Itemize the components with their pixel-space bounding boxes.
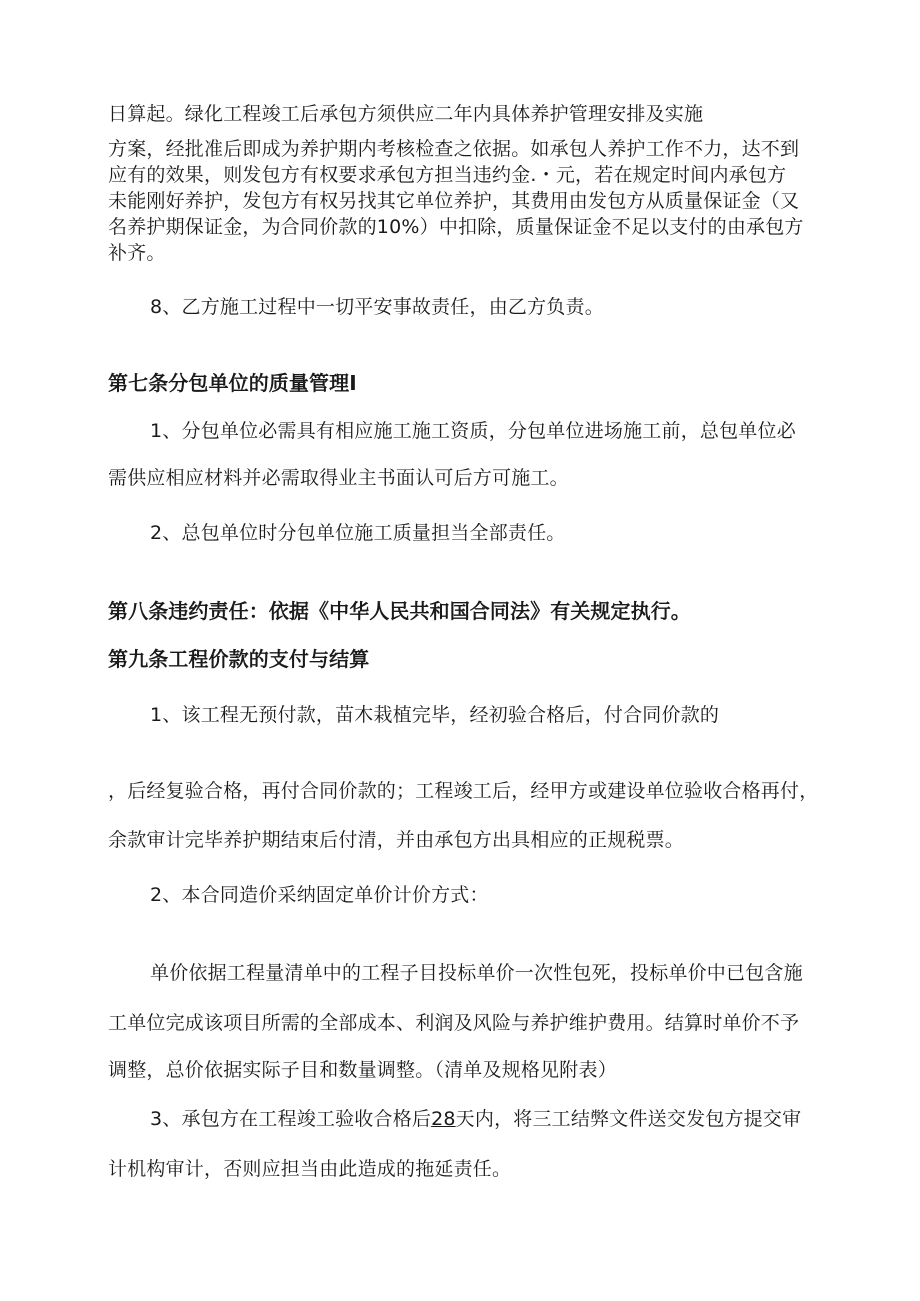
para1-line5: 名养护期保证金，为合同价款的10%）中扣除，质量保证金不足以支付的由承包方 bbox=[108, 216, 804, 238]
article7-item1-line2: 需供应相应材料并必需取得业主书面认可后方可施工。 bbox=[108, 467, 569, 489]
item-8: 8、乙方施工过程中一切平安事故责任，由乙方负责。 bbox=[150, 296, 604, 318]
article7-item1-line1: 1、分包单位必需具有相应施工施工资质，分包单位进场施工前，总包单位必 bbox=[150, 420, 796, 442]
item3-suffix: 天内，将三工结弊文件送交发包方提交审 bbox=[455, 1108, 802, 1130]
article7-item2: 2、总包单位时分包单位施工质量担当全部责任。 bbox=[150, 522, 566, 544]
article9-item1-line2: ，后经复验合格，再付合同价款的；工程竣工后，经甲方或建设单位验收合格再付， bbox=[108, 780, 819, 802]
pricing-line1: 单价依据工程量清单中的工程子目投标单价一次性包死，投标单价中已包含施 bbox=[150, 962, 803, 984]
para1-line4: 未能刚好养护，发包方有权另找其它单位养护，其费用由发包方从质量保证金（又 bbox=[108, 190, 800, 212]
para1-line6: 补齐。 bbox=[108, 242, 166, 264]
article9-item3-line1 bbox=[150, 1106, 801, 1132]
para1-line1: 日算起。绿化工程竣工后承包方须供应二年内具体养护管理安排及实施 bbox=[108, 103, 704, 125]
pricing-line3: 调整，总价依据实际子目和数量调整。（清单及规格见附表） bbox=[108, 1059, 617, 1081]
article8-heading: 第八条违约责任：依据《中华人民共和国合同法》有关规定执行。 bbox=[108, 599, 691, 623]
article9-item2: 2、本合同造价采纳固定单价计价方式： bbox=[150, 884, 489, 906]
para1-line3: 应有的效果，则发包方有权要求承包方担当违约金.・元，若在规定时间内承包方 bbox=[108, 164, 787, 186]
pricing-line2: 工单位完成该项目所需的全部成本、利润及风险与养护维护费用。结算时单价不予 bbox=[108, 1012, 800, 1034]
para1-line2: 方案，经批准后即成为养护期内考核检查之依据。如承包人养护工作不力，达不到 bbox=[108, 138, 800, 160]
article7-heading: 第七条分包单位的质量管理I bbox=[108, 371, 357, 395]
article9-item3-line2: 计机构审计，否则应担当由此造成的拖延责任。 bbox=[108, 1158, 512, 1180]
article9-heading: 第九条工程价款的支付与结算 bbox=[108, 647, 370, 671]
item3-prefix: 3、承包方在工程竣工验收合格后 bbox=[150, 1108, 432, 1130]
item3-days: 28 bbox=[431, 1108, 456, 1130]
article9-item1-line1: 1、该工程无预付款，苗木栽植完毕，经初验合格后，付合同价款的 bbox=[150, 704, 720, 726]
article9-item1-line3: 余款审计完毕养护期结束后付清，并由承包方出具相应的正规税票。 bbox=[108, 829, 685, 851]
